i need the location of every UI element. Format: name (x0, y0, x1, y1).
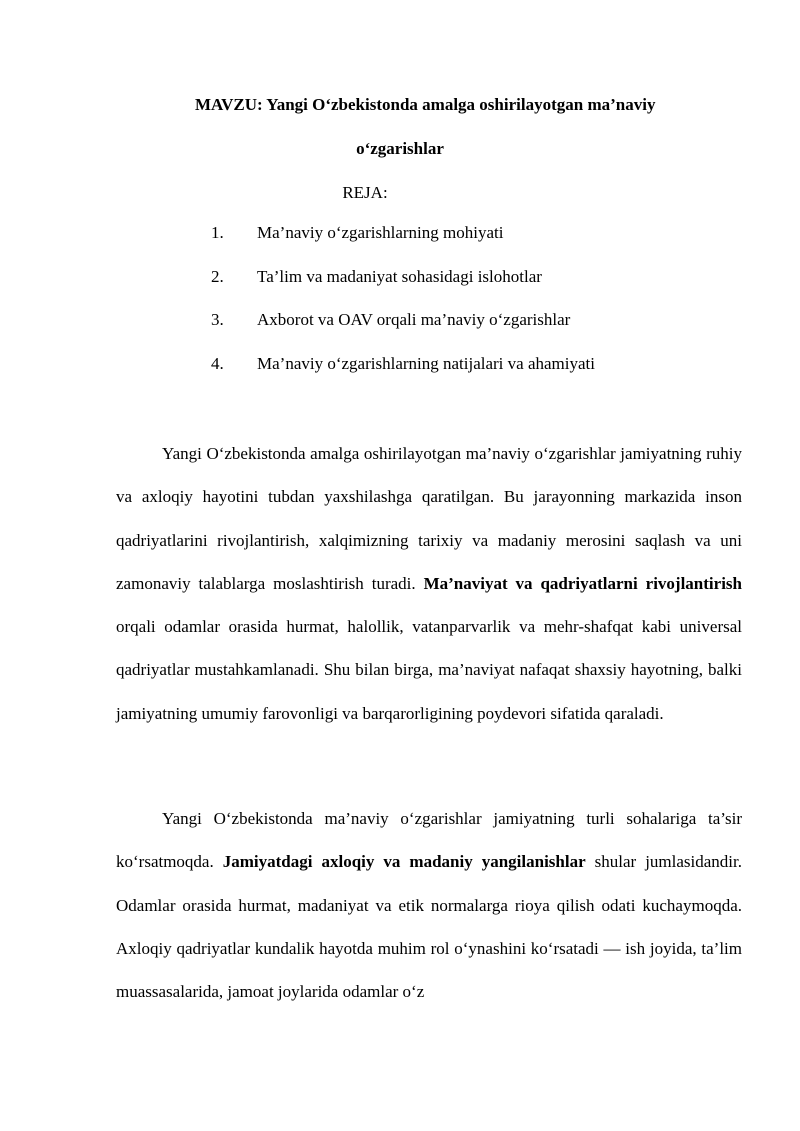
plan-item (211, 354, 595, 398)
bold-phrase: Jamiyatdagi axloqiy va madaniy yangilanishlar (222, 852, 586, 872)
plan-item-text: Ta’lim va madaniyat sohasidagi islohotlar (257, 266, 542, 286)
document-title-line-2: o‘zgarishlar (356, 139, 444, 158)
plan-item-number: 1. (211, 223, 224, 242)
paragraph-text: Yangi O‘zbekistonda amalga oshirilayotgan ma’naviy o‘zgarishlar jamiyatning ruhiy va axloqiy hayotini tubdan yaxshilashga qaratilgan. Bu jarayonning markazida inson qadriyatlarini rivojlantirish, xalqimizning tarixiy va madaniy merosini saqlash va uni zamonaviy talablarga moslashtirish turadi. (116, 444, 742, 593)
plan-item (211, 267, 595, 311)
body-paragraph-1 (116, 432, 742, 735)
bold-phrase: Ma’naviyat va qadriyatlarni rivojlantirish (423, 573, 742, 593)
paragraph-text: shular jumlasidandir. Odamlar orasida hurmat, madaniyat va etik normalarga rioya qilish odati kuchaymoqda. Axloqiy qadriyatlar kundalik hayotda muhim rol o‘ynashini ko‘rsatadi — ish joyida, ta’lim muassasalarida, jamoat joylarida odamlar o‘z (116, 852, 743, 1002)
plan-item-text: Ma’naviy o‘zgarishlarning mohiyati (257, 223, 504, 242)
plan-item-number: 3. (211, 310, 224, 329)
plan-item-text: Axborot va OAV orqali ma’naviy o‘zgarishlar (257, 310, 571, 329)
document-title-line-1: MAVZU: Yangi O‘zbekistonda amalga oshirilayotgan ma’naviy (195, 95, 656, 114)
paragraph-text: Yangi O‘zbekistonda ma’naviy o‘zgarishlar jamiyatning turli sohalariga ta’sir ko‘rsatmoqda. (116, 809, 742, 872)
plan-heading: REJA: (342, 183, 388, 202)
plan-item-number: 2. (211, 266, 224, 286)
plan-list (211, 223, 595, 397)
plan-item (211, 310, 595, 354)
plan-item (211, 223, 595, 267)
body-paragraph-2 (116, 797, 742, 1013)
plan-item-text: Ma’naviy o‘zgarishlarning natijalari va ahamiyati (257, 353, 595, 373)
paragraph-text: orqali odamlar orasida hurmat, halollik, vatanparvarlik va mehr-shafqat kabi universal qadriyatlar mustahkamlanadi. Shu bilan birga, ma’naviyat nafaqat shaxsiy hayotning, balki jamiyatning umumiy farovonligi va barqarorligining poydevori sifatida qaraladi. (116, 617, 742, 723)
plan-item-number: 4. (211, 353, 224, 373)
